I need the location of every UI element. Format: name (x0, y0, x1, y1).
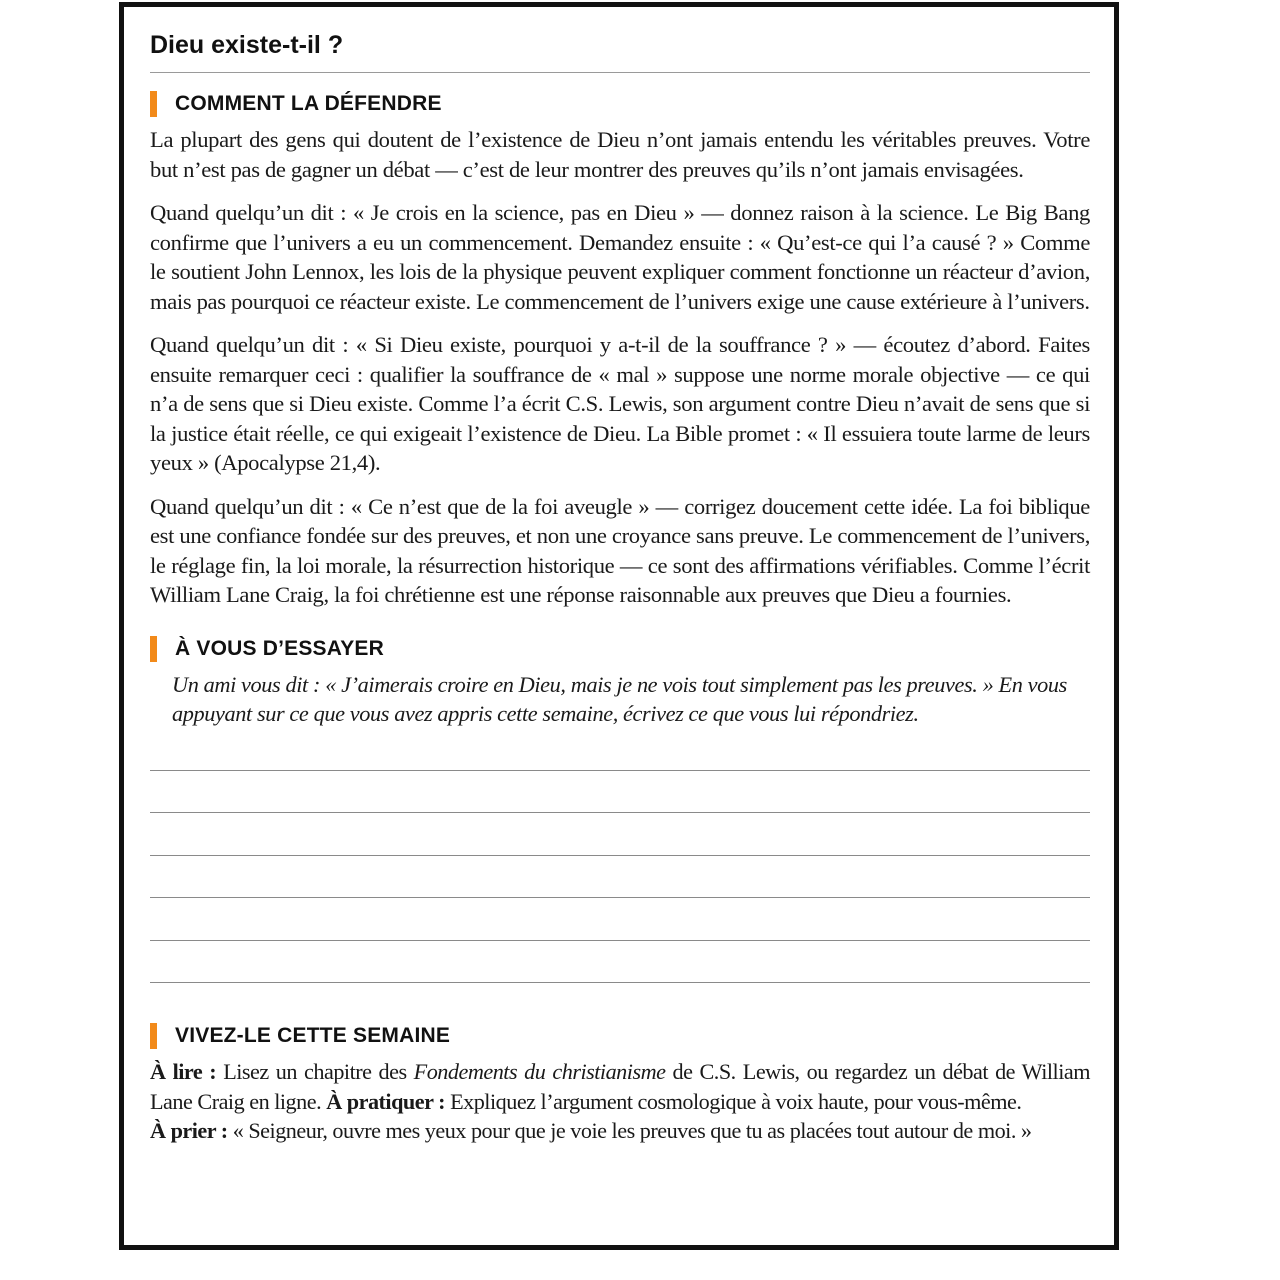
writing-line[interactable] (150, 771, 1090, 814)
accent-bar (150, 91, 157, 117)
defend-paragraph-2: Quand quelqu’un dit : « Je crois en la science, pas en Dieu » — donnez raison à la science. Le Big Bang confirme que l’univers a eu un commencement. Demandez ensuite : « Qu’est-ce qui l’a causé ? » Comme le soutient John Lennox, les lois de la physique peuvent expliquer comment fonctionne un réacteur d’avion, mais pas pourquoi ce réacteur existe. Le commencement de l’univers exige une cause extérieure à l’univers. (150, 200, 1090, 314)
section-title-try: À VOUS D’ESSAYER (175, 636, 384, 660)
exercise-prompt: Un ami vous dit : « J’aimerais croire en Dieu, mais je ne vois tout simplement pas les preuves. » En vous appuyant sur ce que vous avez appris cette semaine, écrivez ce que vous lui répondriez. (172, 671, 1067, 726)
defend-paragraph-4: Quand quelqu’un dit : « Ce n’est que de la foi aveugle » — corrigez doucement cette idée. La foi biblique est une confiance fondée sur des preuves, et non une croyance sans preuve. Le commencement de l’univers, le réglage fin, la loi morale, la résurrection historique — ce sont des affirmations vérifiables. Comme l’écrit William Lane Craig, la foi chrétienne est une réponse raisonnable aux preuves que Dieu a fournies. (150, 493, 1090, 607)
worksheet-content (150, 31, 1090, 1146)
read-text-before: Lisez un chapitre des (216, 1059, 414, 1085)
book-title: Fondements du christianisme (413, 1059, 666, 1085)
accent-bar (150, 636, 157, 662)
section-heading-defend (150, 91, 1090, 117)
defend-paragraph-3: Quand quelqu’un dit : « Si Dieu existe, pourquoi y a-t-il de la souffrance ? » — écoutez d’abord. Faites ensuite remarquer ceci : qualifier la souffrance de « mal » suppose une norme morale objective — ce qui n’a de sens que si Dieu existe. Comme l’a écrit C.S. Lewis, son argument contre Dieu n’avait de sens que si la justice était réelle, ce qui exigeait l’existence de Dieu. La Bible promet : « Il essuiera toute larme de leurs yeux » (Apocalypse 21,4). (150, 332, 1090, 475)
practice-text: Expliquez l’argument cosmologique à voix haute, pour vous-même. (445, 1088, 1022, 1114)
read-label: À lire : (150, 1059, 217, 1085)
writing-area[interactable] (150, 749, 1090, 984)
pray-label: À prier : (150, 1118, 228, 1144)
writing-line[interactable] (150, 856, 1090, 899)
section-heading-week (150, 1023, 1090, 1049)
section-heading-try (150, 636, 1090, 662)
section-title-defend: COMMENT LA DÉFENDRE (175, 92, 442, 115)
practice-label: À pratiquer : (326, 1088, 446, 1114)
accent-bar (150, 1023, 157, 1049)
read-text-after: de C.S. Lewis, ou regardez un débat de William Lane Craig en ligne. (150, 1059, 1090, 1114)
worksheet-frame (119, 2, 1119, 1250)
writing-line[interactable] (150, 813, 1090, 856)
defend-paragraph-1: La plupart des gens qui doutent de l’existence de Dieu n’ont jamais entendu les véritables preuves. Votre but n’est pas de gagner un débat — c’est de leur montrer des preuves qu’ils n’ont jamais envisagées. (150, 127, 1090, 182)
page-title: Dieu existe-t-il ? (150, 31, 1090, 73)
writing-line[interactable] (150, 749, 1090, 771)
writing-line[interactable] (150, 941, 1090, 984)
section-title-week: VIVEZ-LE CETTE SEMAINE (175, 1024, 451, 1048)
week-instructions (150, 1057, 1090, 1146)
pray-text: « Seigneur, ouvre mes yeux pour que je voie les preuves que tu as placées tout autour de moi. » (227, 1118, 1032, 1144)
writing-line[interactable] (150, 898, 1090, 941)
